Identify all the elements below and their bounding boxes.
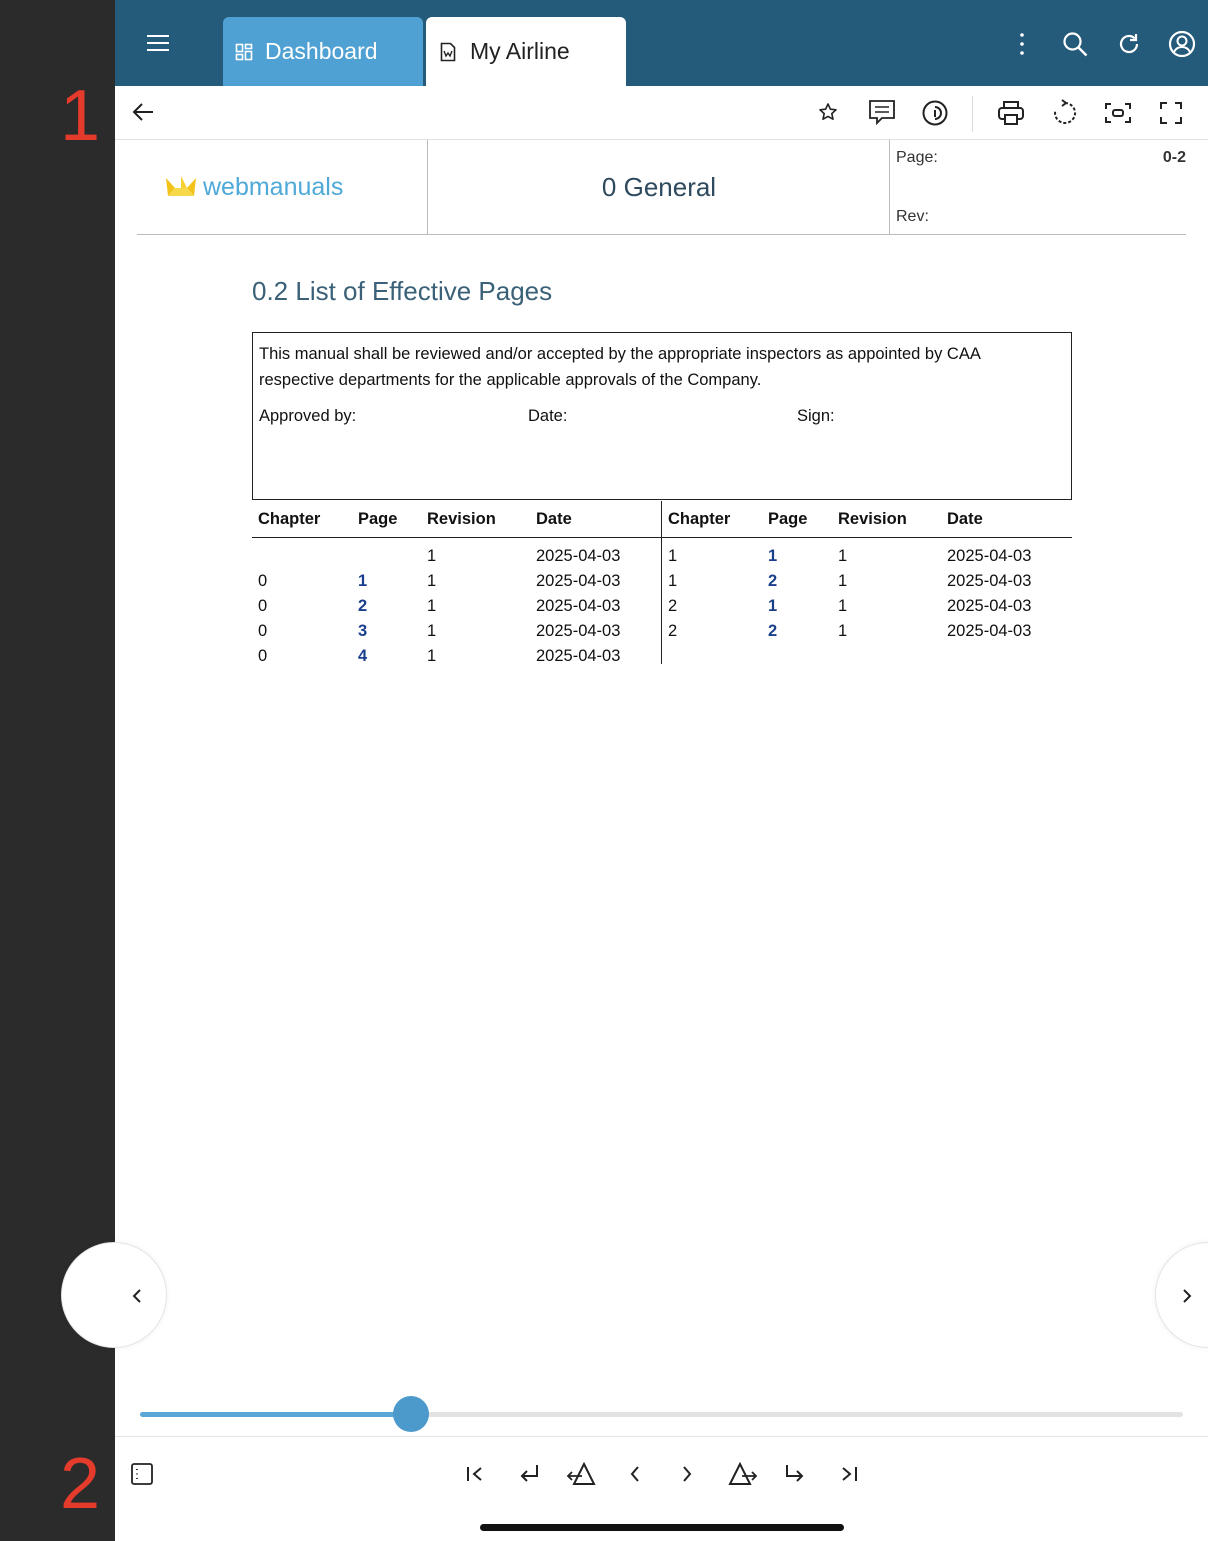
- menu-button[interactable]: [141, 26, 175, 60]
- cell-date: 2025-04-03: [947, 546, 1032, 565]
- crown-icon: [165, 174, 197, 200]
- chevron-left-icon: [132, 1288, 142, 1304]
- page-slider-thumb[interactable]: [393, 1396, 429, 1432]
- previous-page-button[interactable]: [61, 1242, 167, 1348]
- approval-box: [252, 332, 1072, 500]
- table-row: [252, 569, 662, 594]
- cell-chapter: 0: [258, 647, 268, 665]
- chevron-right-icon: [681, 1465, 693, 1483]
- date-label: Date:: [528, 407, 568, 425]
- cell-date: 2025-04-03: [947, 572, 1032, 590]
- document-header: [137, 140, 1186, 235]
- comments-button[interactable]: [865, 96, 899, 128]
- section-title: 0 General: [429, 140, 890, 234]
- tab-my-airline[interactable]: [426, 17, 626, 86]
- next-chapter-button[interactable]: [778, 1457, 812, 1491]
- previous-revision-button[interactable]: [563, 1457, 599, 1491]
- company-logo: [137, 140, 428, 234]
- col-header-date: Date: [530, 503, 662, 537]
- table-row: [662, 569, 1072, 594]
- table-row: [252, 619, 662, 644]
- home-indicator: [480, 1524, 844, 1531]
- cell-chapter: 1: [668, 546, 678, 565]
- table-row: [252, 644, 662, 669]
- more-vertical-icon: [1019, 32, 1025, 56]
- cell-revision: 1: [838, 546, 848, 565]
- cell-revision: 1: [838, 622, 848, 640]
- fullscreen-icon: [1159, 101, 1183, 125]
- previous-chapter-button[interactable]: [512, 1457, 546, 1491]
- cell-date: 2025-04-03: [947, 622, 1032, 640]
- app-window: [115, 0, 1208, 1541]
- cell-revision: 1: [838, 597, 848, 615]
- fit-width-button[interactable]: [1101, 96, 1135, 130]
- document-icon: [440, 42, 456, 62]
- rotate-icon: [1052, 99, 1078, 127]
- fingerprint-icon: [921, 99, 949, 127]
- next-revision-button[interactable]: [725, 1457, 761, 1491]
- forward-arrow-icon: [784, 1463, 806, 1485]
- lep-table-right: [662, 503, 1072, 644]
- sign-label: Sign:: [797, 407, 835, 425]
- col-header-date: Date: [941, 503, 1072, 537]
- table-of-contents-button[interactable]: [127, 1459, 157, 1489]
- toolbar-divider: [972, 96, 973, 132]
- table-header-row: [662, 503, 1072, 537]
- hamburger-icon: [146, 34, 170, 52]
- annotation-marker-1: 1: [60, 76, 101, 156]
- table-row: [252, 537, 662, 569]
- annotation-marker-2: 2: [60, 1444, 101, 1524]
- table-row: [252, 594, 662, 619]
- cell-chapter: [252, 537, 352, 569]
- top-bar: [115, 0, 1208, 86]
- bottom-navigation-bar: [115, 1436, 1208, 1508]
- print-button[interactable]: [994, 96, 1028, 130]
- cell-revision: 1: [427, 647, 437, 665]
- cell-chapter: 0: [258, 622, 268, 640]
- revision-forward-icon: [728, 1462, 758, 1486]
- arrow-left-icon: [132, 102, 154, 122]
- table-row: [662, 537, 1072, 569]
- col-header-revision: Revision: [421, 503, 530, 537]
- return-arrow-icon: [518, 1463, 540, 1485]
- cell-page-link[interactable]: 1: [768, 546, 778, 565]
- page-meta: [891, 140, 1186, 234]
- tab-dashboard-label: Dashboard: [265, 38, 378, 64]
- tab-dashboard[interactable]: [223, 17, 423, 86]
- account-button[interactable]: [1164, 26, 1200, 62]
- last-page-icon: [837, 1465, 859, 1483]
- refresh-button[interactable]: [1111, 26, 1147, 62]
- cell-date: 2025-04-03: [536, 597, 621, 615]
- last-page-button[interactable]: [831, 1457, 865, 1491]
- search-button[interactable]: [1057, 26, 1093, 62]
- cell-page-link[interactable]: 1: [358, 572, 368, 590]
- cell-revision: 1: [838, 572, 848, 590]
- more-options-button[interactable]: [1008, 28, 1036, 60]
- cell-chapter: 0: [258, 597, 268, 615]
- back-button[interactable]: [127, 96, 159, 128]
- revision-back-icon: [566, 1462, 596, 1486]
- cell-page-link[interactable]: 1: [768, 597, 778, 615]
- logo-text: webmanuals: [203, 172, 344, 201]
- table-row: [662, 619, 1072, 644]
- chevron-right-icon: [1182, 1288, 1192, 1304]
- refresh-icon: [1117, 32, 1141, 56]
- cell-revision: 1: [427, 546, 437, 565]
- col-header-page: Page: [762, 503, 832, 537]
- first-page-icon: [465, 1465, 487, 1483]
- user-circle-icon: [1168, 30, 1196, 58]
- document-toolbar: [115, 86, 1208, 140]
- read-status-button[interactable]: [918, 96, 952, 130]
- table-row: [662, 594, 1072, 619]
- rev-label: Rev:: [896, 208, 929, 225]
- col-header-chapter: Chapter: [252, 503, 352, 537]
- cell-chapter: 2: [668, 622, 678, 640]
- page-slider-fill: [140, 1412, 411, 1417]
- cell-date: 2025-04-03: [536, 622, 621, 640]
- page-slider-track[interactable]: [140, 1412, 1183, 1417]
- cell-revision: 1: [427, 597, 437, 615]
- comment-icon: [868, 99, 896, 125]
- cell-date: 2025-04-03: [947, 597, 1032, 615]
- cell-date: 2025-04-03: [536, 572, 621, 590]
- cell-revision: 1: [427, 572, 437, 590]
- approval-text-line-1: This manual shall be reviewed and/or accepted by the appropriate inspectors as appointed by CAA: [259, 345, 981, 363]
- first-page-button[interactable]: [459, 1457, 493, 1491]
- cell-page-link[interactable]: 3: [358, 622, 368, 640]
- table-header-row: [252, 503, 662, 537]
- col-header-chapter: Chapter: [662, 503, 762, 537]
- page-value: 0-2: [1162, 149, 1186, 166]
- cell-chapter: 0: [258, 572, 268, 590]
- cell-page-link[interactable]: [352, 537, 421, 569]
- cell-date: 2025-04-03: [536, 546, 621, 565]
- dashboard-icon: [235, 43, 253, 61]
- cell-revision: 1: [427, 622, 437, 640]
- page-title: 0.2 List of Effective Pages: [252, 276, 553, 306]
- printer-icon: [997, 100, 1025, 126]
- cell-page-link[interactable]: 4: [358, 647, 368, 665]
- cell-page-link[interactable]: 2: [768, 572, 778, 590]
- col-header-page: Page: [352, 503, 421, 537]
- page-label: Page:: [896, 149, 938, 166]
- search-icon: [1062, 31, 1088, 57]
- previous-page-nav-button[interactable]: [618, 1457, 652, 1491]
- fullscreen-button[interactable]: [1154, 96, 1188, 130]
- next-page-nav-button[interactable]: [670, 1457, 704, 1491]
- cell-chapter: 2: [668, 597, 678, 615]
- cell-chapter: 1: [668, 572, 678, 590]
- rotate-button[interactable]: [1048, 96, 1082, 130]
- toc-panel-icon: [130, 1462, 154, 1486]
- tab-my-airline-label: My Airline: [470, 38, 570, 64]
- cell-date: 2025-04-03: [536, 647, 621, 665]
- approval-text-line-2: respective departments for the applicable approvals of the Company.: [259, 371, 762, 389]
- scan-icon: [1104, 102, 1132, 124]
- approved-by-label: Approved by:: [259, 407, 357, 425]
- chevron-left-icon: [629, 1465, 641, 1483]
- favorite-button[interactable]: [813, 97, 843, 127]
- col-header-revision: Revision: [832, 503, 941, 537]
- cell-page-link[interactable]: 2: [358, 597, 368, 615]
- next-page-button[interactable]: [1155, 1242, 1208, 1348]
- cell-page-link[interactable]: 2: [768, 622, 778, 640]
- star-icon: [818, 102, 838, 122]
- lep-table-left: [252, 503, 662, 669]
